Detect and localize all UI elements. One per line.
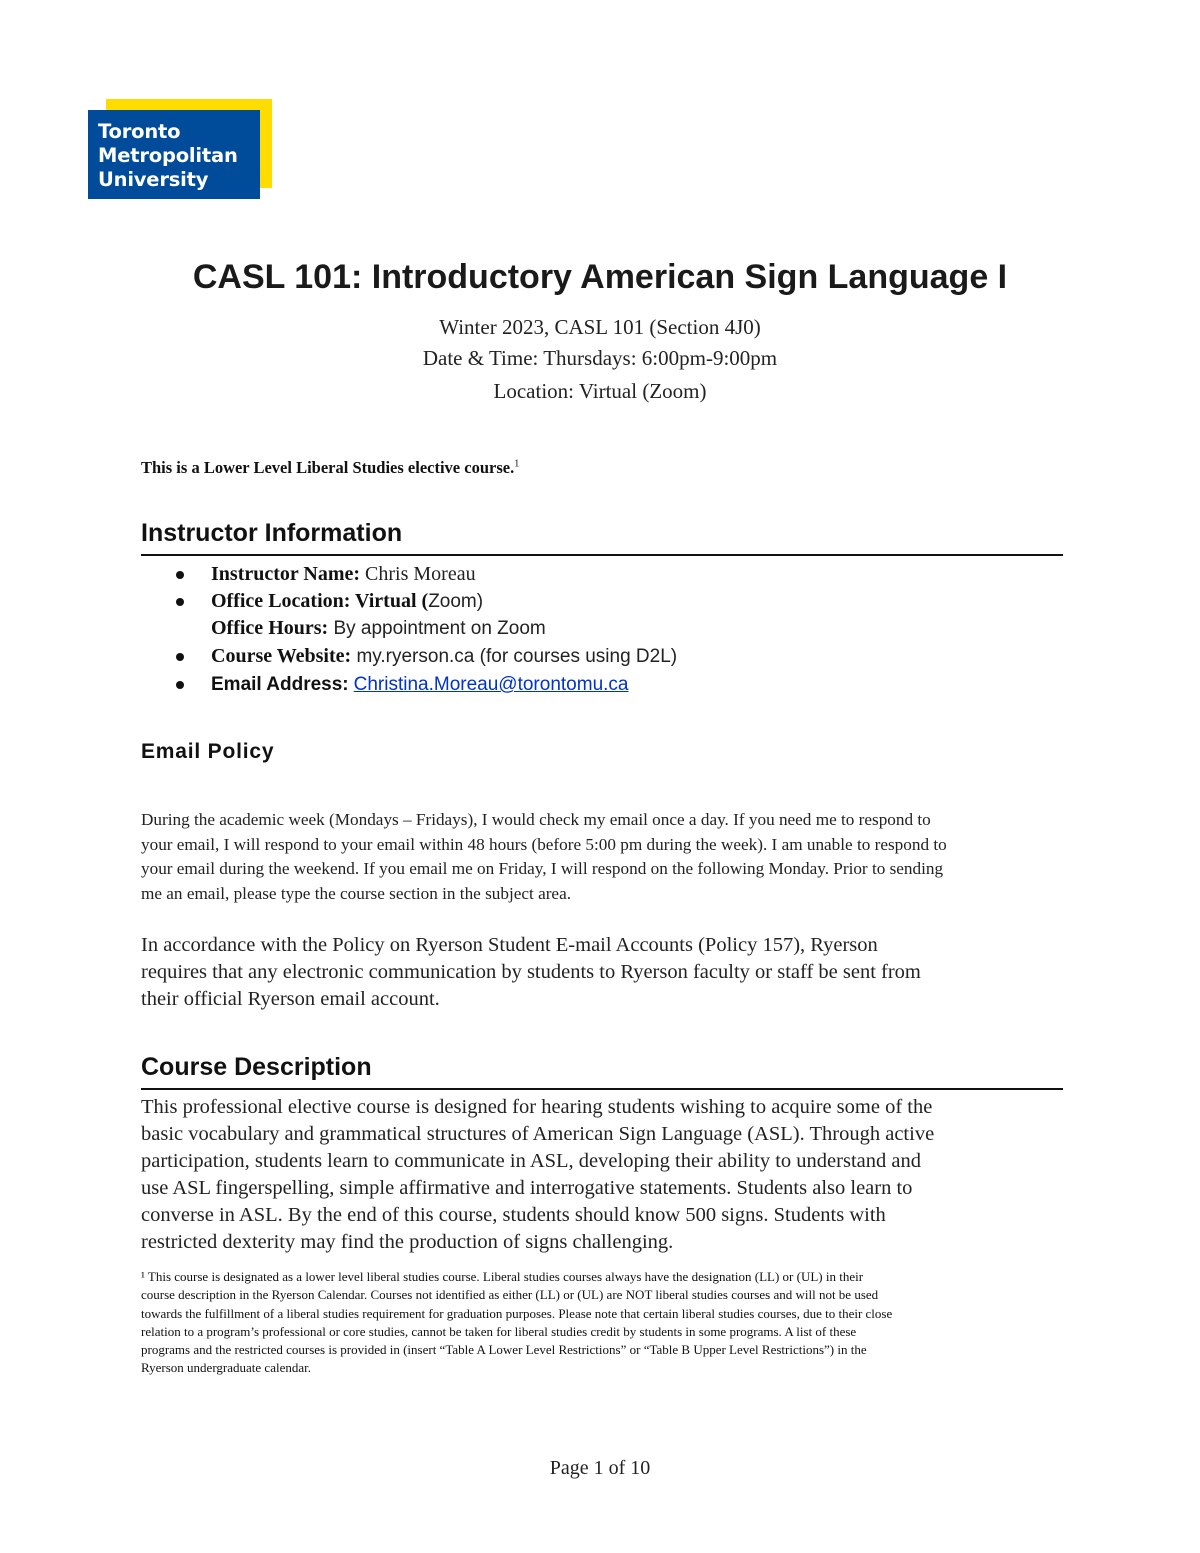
email-link[interactable]: Christina.Moreau@torontomu.ca [353,674,629,695]
bullet-icon [176,571,184,579]
text-line: restricted dexterity may find the production of signs challenging. [141,1231,674,1253]
course-website-label: Course Website: [211,645,352,667]
text-line: In accordance with the Policy on Ryerson Student E-mail Accounts (Policy 157), Ryerson [141,934,878,956]
footnote-line: course description in the Ryerson Calendar. Courses not identified as either (LL) or (UL) are NOT liberal studies courses and will not be used [141,1287,879,1303]
footnote-line: relation to a program’s professional or core studies, cannot be taken for liberal studies credit by students in some programs. A list of these [141,1323,857,1339]
office-location-label: Office Location: Virtual ( [211,590,429,612]
instructor-name-value: Chris Moreau [360,563,476,585]
page-number: Page 1 of 10 [549,1457,651,1479]
course-description-paragraph [141,1094,1161,1256]
instructor-heading-rule [141,554,1063,556]
elective-text: This is a Lower Level Liberal Studies elective course. [141,458,515,477]
email-policy-paragraph-1 [141,808,1161,906]
footnote [141,1268,1061,1378]
email-label: Email Address: [211,674,349,695]
office-hours-value: By appointment on Zoom [328,618,546,639]
instructor-name-label: Instructor Name: [211,563,361,585]
text-line: converse in ASL. By the end of this course, students should know 500 signs. Students with [141,1204,886,1226]
instructor-heading: Instructor Information [141,519,403,547]
office-hours-label: Office Hours: [211,617,329,639]
email-policy-paragraph-2 [141,932,1161,1013]
office-location-value: Zoom) [428,591,484,612]
course-description-heading: Course Description [141,1053,372,1081]
footnote-line: Ryerson undergraduate calendar. [141,1360,311,1376]
bullet-icon [176,598,184,606]
course-datetime: Date & Time: Thursdays: 6:00pm-9:00pm [422,346,778,370]
text-line: participation, students learn to communicate in ASL, developing their ability to understand and [141,1150,921,1172]
course-title: CASL 101: Introductory American Sign Language I [192,258,1008,296]
course-term: Winter 2023, CASL 101 (Section 4J0) [439,315,761,339]
text-line: use ASL fingerspelling, simple affirmative and interrogative statements. Students also learn to [141,1177,913,1199]
university-logo [88,99,272,199]
course-description-heading-rule [141,1088,1063,1090]
logo-line-1: Toronto [98,120,181,143]
course-website-value: my.ryerson.ca (for courses using D2L) [351,646,678,667]
text-line: me an email, please type the course section in the subject area. [141,883,571,903]
email-policy-heading: Email Policy [141,740,275,763]
text-line: your email, I will respond to your email within 48 hours (before 5:00 pm during the week). I am unable to respond to [141,834,947,854]
footnote-line: programs and the restricted courses is provided in (insert “Table A Lower Level Restrictions” or “Table B Upper Level Restrictions”) in the [141,1342,867,1358]
bullet-icon [176,653,184,661]
footnote-line: ¹ This course is designated as a lower level liberal studies course. Liberal studies courses always have the designation (LL) or (UL) in their [141,1269,864,1284]
text-line: your email during the weekend. If you email me on Friday, I will respond on the following Monday. Prior to sending [141,859,944,878]
text-line: their official Ryerson email account. [141,988,440,1010]
logo-line-3: University [98,168,209,191]
text-line: basic vocabulary and grammatical structures of American Sign Language (ASL). Through active [141,1123,935,1145]
text-line: requires that any electronic communication by students to Ryerson faculty or staff be sent from [141,961,921,983]
text-line: This professional elective course is designed for hearing students wishing to acquire some of the [141,1096,933,1118]
course-location: Location: Virtual (Zoom) [493,379,707,403]
logo-wordmark [98,120,238,192]
text-line: During the academic week (Mondays – Fridays), I would check my email once a day. If you need me to respond to [141,810,931,829]
bullet-icon [176,681,184,689]
footnote-line: towards the fulfillment of a liberal studies requirement for graduation purposes. Please note that certain liberal studies courses, due to their close [141,1305,893,1321]
elective-note [141,458,519,478]
logo-line-2: Metropolitan [98,144,238,167]
footnote-ref[interactable]: 1 [514,458,520,470]
